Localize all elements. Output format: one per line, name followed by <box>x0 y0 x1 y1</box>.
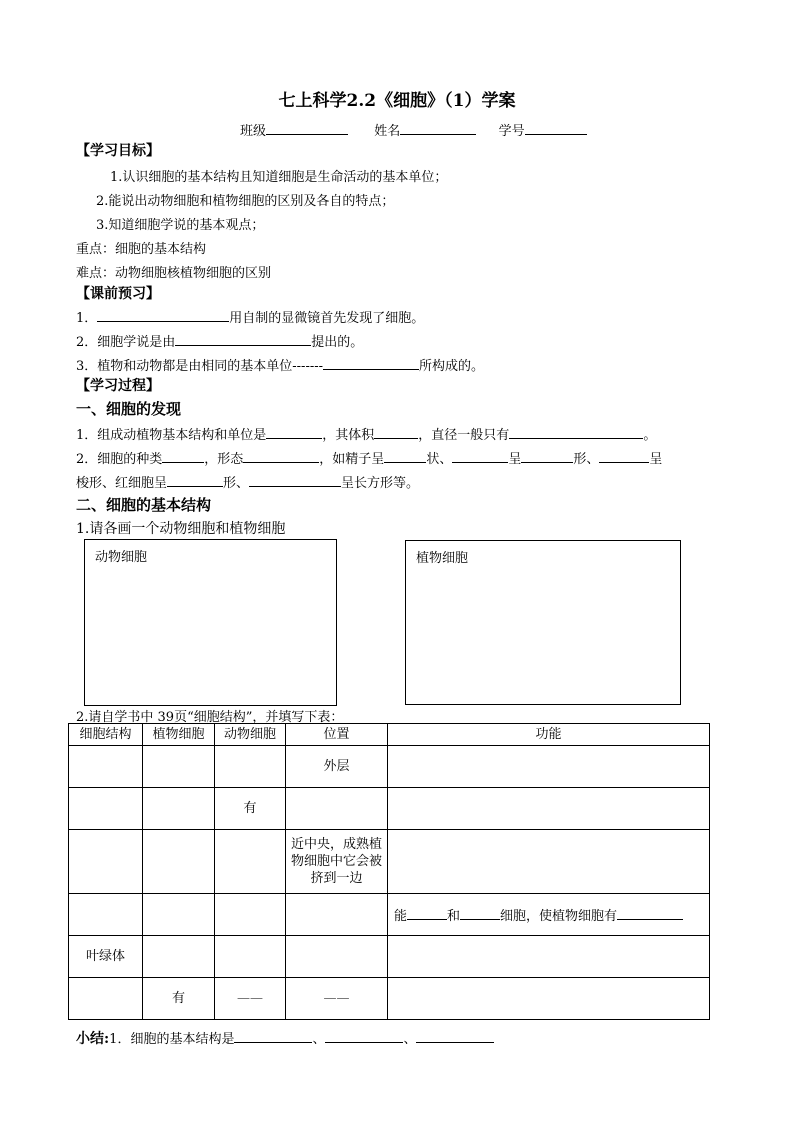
table-cell[interactable] <box>388 788 710 830</box>
table-cell-function-fill <box>388 894 710 936</box>
plant-cell-drawing-box[interactable] <box>405 540 681 705</box>
table-cell[interactable] <box>215 830 286 894</box>
header-plant: 植物细胞 <box>143 724 215 746</box>
table-cell: —— <box>286 978 388 1020</box>
summary-line <box>76 1028 494 1048</box>
table-cell[interactable] <box>69 746 143 788</box>
q2-blank-1[interactable] <box>162 448 204 463</box>
func-text-b: 和 <box>447 908 461 924</box>
q1-text-c: ，直径一般只有 <box>418 428 510 443</box>
name-blank[interactable] <box>400 120 476 135</box>
preview-q3 <box>76 355 484 374</box>
func-blank-1[interactable] <box>407 905 447 920</box>
table-cell[interactable] <box>143 830 215 894</box>
table-cell[interactable] <box>286 936 388 978</box>
summary-sep-1: 、 <box>312 1032 326 1047</box>
animal-cell-drawing-box[interactable] <box>84 539 337 706</box>
table-cell[interactable] <box>69 788 143 830</box>
preview-heading: 【课前预习】 <box>76 286 160 302</box>
header-position: 位置 <box>286 724 388 746</box>
header-function: 功能 <box>388 724 710 746</box>
objectives-heading: 【学习目标】 <box>76 143 160 159</box>
table-cell[interactable] <box>286 894 388 936</box>
table-cell[interactable] <box>388 746 710 788</box>
table-cell[interactable] <box>215 746 286 788</box>
key-point: 重点：细胞的基本结构 <box>76 242 207 257</box>
table-row <box>69 830 710 894</box>
class-blank[interactable] <box>266 120 348 135</box>
table-prompt: 2.请自学书中 39页“细胞结构”，并填写下表： <box>76 710 344 725</box>
q2-text-c: ，如精子呈 <box>319 452 385 467</box>
q1-text-d: 。 <box>643 428 657 443</box>
section1-q2-line2 <box>76 472 419 491</box>
table-cell: 叶绿体 <box>69 936 143 978</box>
q2-blank-5[interactable] <box>521 448 573 463</box>
preview-q2-post: 提出的。 <box>311 335 364 350</box>
summary-blank-3[interactable] <box>416 1028 494 1043</box>
table-cell[interactable] <box>388 830 710 894</box>
section1-q2-line1 <box>76 448 662 467</box>
table-cell[interactable] <box>215 936 286 978</box>
table-cell[interactable] <box>143 746 215 788</box>
q2-text-f: 形、 <box>573 452 600 467</box>
header-animal: 动物细胞 <box>215 724 286 746</box>
q2-text-d: 状、 <box>426 452 453 467</box>
summary-text: 1．细胞的基本结构是 <box>109 1032 235 1047</box>
objective-item: 1.认识细胞的基本结构且知道细胞是生命活动的基本单位； <box>110 170 448 185</box>
table-cell: 外层 <box>286 746 388 788</box>
student-info-line <box>240 120 587 139</box>
cell-structure-table <box>68 723 710 1020</box>
table-cell[interactable] <box>286 788 388 830</box>
q2-blank-4[interactable] <box>452 448 508 463</box>
table-cell: 有 <box>215 788 286 830</box>
table-row <box>69 936 710 978</box>
table-cell[interactable] <box>143 936 215 978</box>
section2-heading: 二、细胞的基本结构 <box>76 496 212 514</box>
q1-blank-1[interactable] <box>266 424 322 439</box>
number-label: 学号 <box>498 124 525 139</box>
preview-q3-blank[interactable] <box>323 355 419 370</box>
table-row <box>69 894 710 936</box>
summary-blank-2[interactable] <box>325 1028 403 1043</box>
class-label: 班级 <box>240 124 267 139</box>
header-structure: 细胞结构 <box>69 724 143 746</box>
table-cell[interactable] <box>69 830 143 894</box>
q2-text-b: ，形态 <box>204 452 244 467</box>
table-cell: —— <box>215 978 286 1020</box>
preview-q2 <box>76 331 363 350</box>
q2-text-g: 呈 <box>649 452 663 467</box>
summary-label: 小结: <box>76 1031 110 1047</box>
preview-q1-text: 用自制的显微镜首先发现了细胞。 <box>229 311 425 326</box>
q2-text-j: 呈长方形等。 <box>341 476 420 491</box>
process-heading: 【学习过程】 <box>76 378 160 394</box>
q2-text-h: 梭形、红细胞呈 <box>76 476 168 491</box>
table-cell[interactable] <box>143 788 215 830</box>
table-row <box>69 978 710 1020</box>
func-blank-3[interactable] <box>617 905 683 920</box>
preview-q2-blank[interactable] <box>175 331 311 346</box>
preview-q3-post: 所构成的。 <box>419 359 485 374</box>
q2-text-a: 2．细胞的种类 <box>76 452 163 467</box>
table-cell: 有 <box>143 978 215 1020</box>
table-cell[interactable] <box>69 978 143 1020</box>
q1-blank-3[interactable] <box>509 424 643 439</box>
number-blank[interactable] <box>525 120 587 135</box>
table-row <box>69 746 710 788</box>
table-cell[interactable] <box>143 894 215 936</box>
q1-blank-2[interactable] <box>374 424 418 439</box>
preview-q1 <box>76 307 424 326</box>
table-cell[interactable] <box>388 978 710 1020</box>
preview-q1-blank[interactable] <box>97 307 229 322</box>
section1-heading: 一、细胞的发现 <box>76 400 182 418</box>
table-cell[interactable] <box>215 894 286 936</box>
preview-q2-pre: 2．细胞学说是由 <box>76 335 176 350</box>
q1-text-b: ，其体积 <box>322 428 375 443</box>
summary-blank-1[interactable] <box>234 1028 312 1043</box>
table-header-row <box>69 724 710 746</box>
q1-text-a: 1．组成动植物基本结构和单位是 <box>76 428 267 443</box>
preview-q3-pre: 3．植物和动物都是由相同的基本单位------- <box>76 359 324 374</box>
objective-item: 3.知道细胞学说的基本观点； <box>96 218 265 233</box>
func-blank-2[interactable] <box>460 905 500 920</box>
q2-text-e: 呈 <box>508 452 522 467</box>
plant-cell-label: 植物细胞 <box>416 551 469 566</box>
table-row <box>69 788 710 830</box>
section1-q1 <box>76 424 656 443</box>
difficult-point: 难点：动物细胞核植物细胞的区别 <box>76 266 272 281</box>
objective-item: 2.能说出动物细胞和植物细胞的区别及各自的特点； <box>96 194 395 209</box>
q2-text-i: 形、 <box>223 476 250 491</box>
page-title: 七上科学2.2《细胞》（1）学案 <box>278 91 516 111</box>
q2-blank-8[interactable] <box>249 472 341 487</box>
draw-prompt: 1.请各画一个动物细胞和植物细胞 <box>76 521 286 537</box>
table-cell[interactable] <box>69 894 143 936</box>
q2-blank-3[interactable] <box>384 448 426 463</box>
func-text-a: 能 <box>394 908 408 924</box>
summary-sep-2: 、 <box>403 1032 417 1047</box>
animal-cell-label: 动物细胞 <box>95 550 148 565</box>
table-cell[interactable] <box>388 936 710 978</box>
preview-q1-num: 1． <box>76 311 98 326</box>
func-text-c: 细胞，使植物细胞有 <box>500 908 618 924</box>
q2-blank-7[interactable] <box>167 472 223 487</box>
q2-blank-2[interactable] <box>243 448 319 463</box>
q2-blank-6[interactable] <box>599 448 649 463</box>
table-cell: 近中央，成熟植物细胞中它会被挤到一边 <box>286 830 388 894</box>
name-label: 姓名 <box>374 124 401 139</box>
